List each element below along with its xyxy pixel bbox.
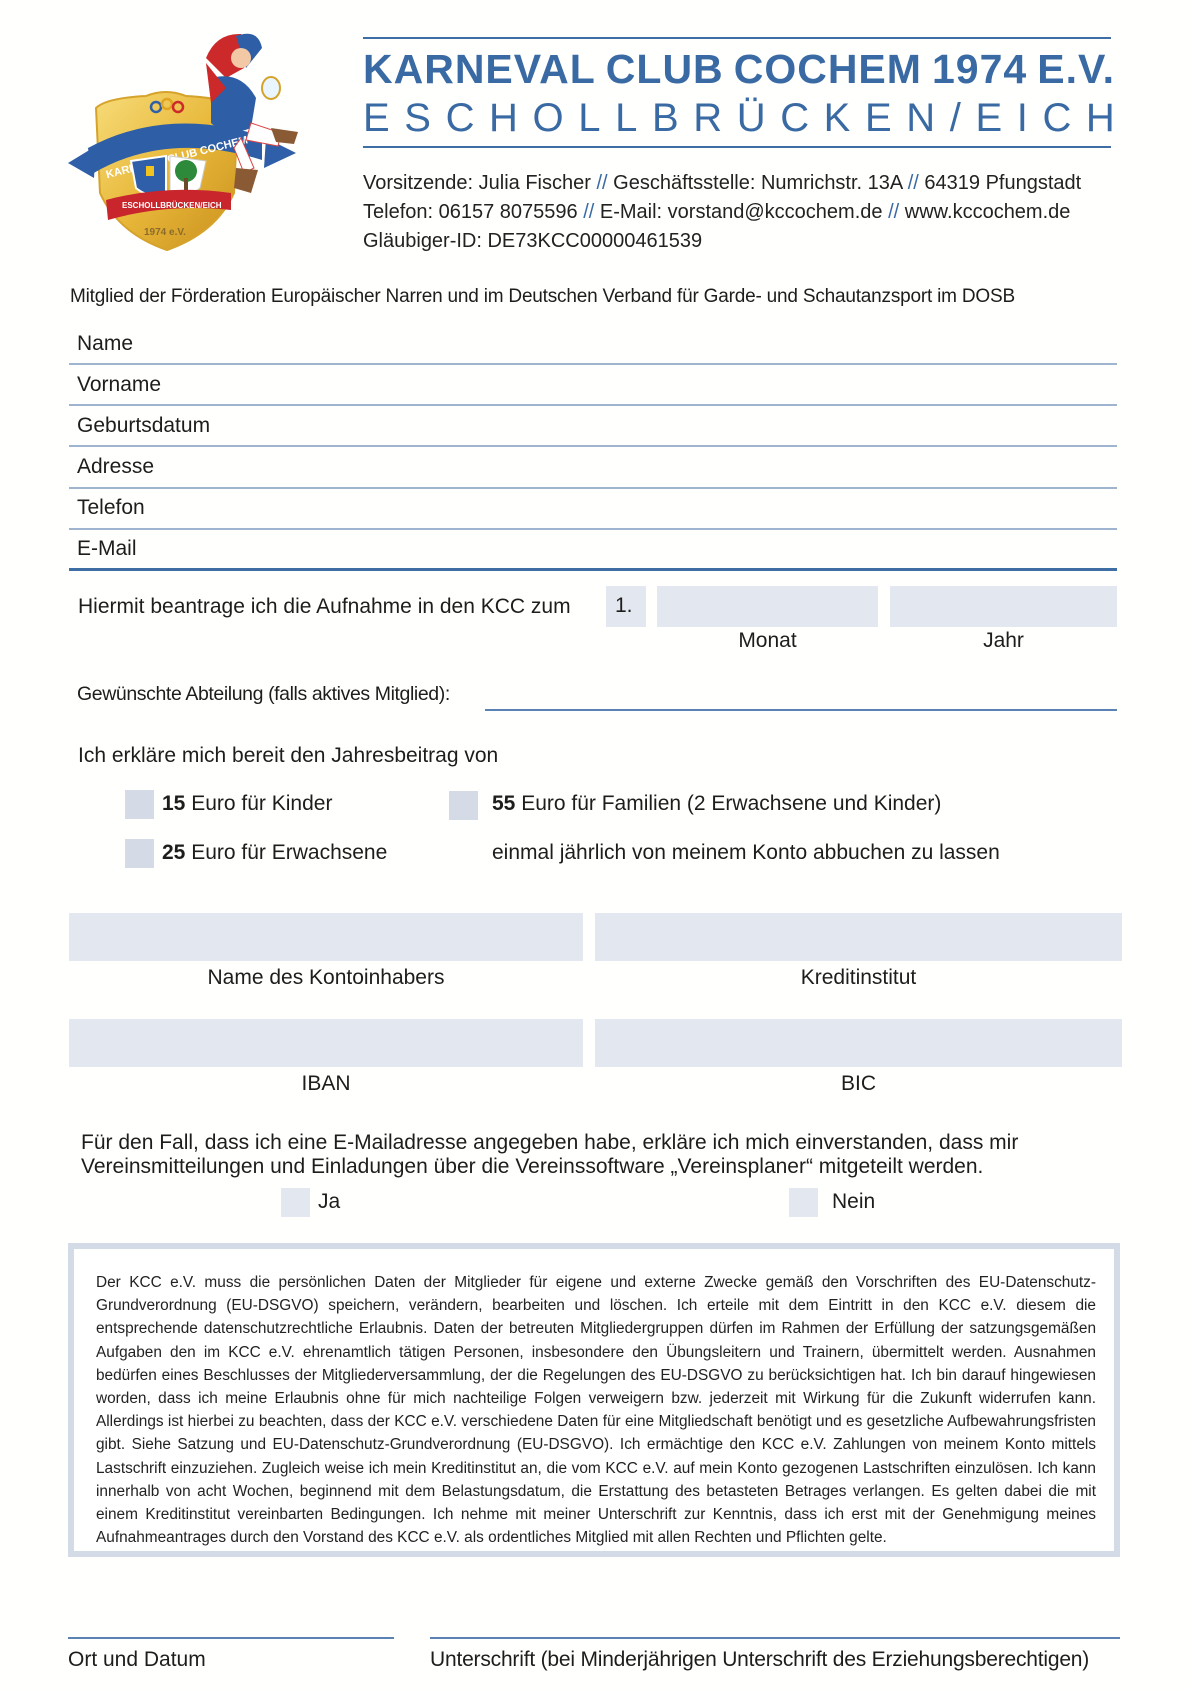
separator: // bbox=[888, 201, 900, 223]
privacy-notice-box bbox=[68, 1243, 1120, 1557]
club-subtitle bbox=[363, 96, 1115, 141]
consent-yes-label: Ja bbox=[318, 1190, 341, 1213]
year-label: Jahr bbox=[983, 629, 1024, 652]
subtitle-letter: L bbox=[615, 96, 638, 140]
club-title bbox=[363, 46, 1115, 93]
field-geburtsdatum-input[interactable] bbox=[69, 445, 1117, 447]
subtitle-letter: B bbox=[651, 96, 679, 140]
field-name-input[interactable] bbox=[69, 363, 1117, 365]
credit-institute-label: Kreditinstitut bbox=[800, 966, 917, 989]
month-input[interactable] bbox=[657, 586, 878, 627]
account-holder-label: Name des Kontoinhabers bbox=[207, 966, 445, 989]
account-holder-input[interactable] bbox=[69, 913, 583, 961]
fee-familien-text: Euro für Familien (2 Erwachsene und Kinder) bbox=[515, 792, 942, 815]
subtitle-letter: C bbox=[445, 96, 475, 140]
consent-no-checkbox[interactable] bbox=[789, 1188, 818, 1217]
subtitle-letter: C bbox=[1042, 96, 1072, 140]
place-date-input[interactable] bbox=[68, 1637, 394, 1639]
department-input[interactable] bbox=[485, 709, 1117, 711]
bic-input[interactable] bbox=[595, 1019, 1122, 1067]
privacy-notice-text: Der KCC e.V. muss die persönlichen Daten der Mitglieder für eigene und externe Zwecke gemäß den Vorschriften des EU-Datenschutz-Grundverordnung (EU-DSGVO) speichern, verändern, bearbeiten und löschen. Ich erteile mit dem Eintritt in den KCC e.V. diesem die entsprechende datenschutzrechtliche Erlaubnis. Daten der betreuten Mitgliedergruppen dürfen im Rahmen der Erfüllung der satzungsgemäßen Aufgaben den im KCC e.V. ehrenamtlich tätigen Personen, insbesondere den Übungsleitern und Trainern, übermittelt werden. Ausnahmen bedürfen eines Beschlusses der Mitgliederversammlung, der die Regelungen des EU-DSGVO zu berücksichtigen hat. Ich bin darauf hingewiesen worden, dass ich meine Erlaubnis ohne für mich nachteilige Folgen verweigern bzw. jederzeit mit Wirkung für die Zukunft widerrufen kann. Allerdings ist hierbei zu beachten, dass der KCC e.V. verschiedene Daten für eine Mitgliedschaft benötigt und es gesetzliche Aufbewahrungsfristen gibt. Siehe Satzung und EU-Datenschutz-Grundverordnung (EU-DSGVO). Ich ermächtige den KCC e.V. Zahlungen von meinem Konto mittels Lastschrift einzuziehen. Zugleich weise ich mein Kreditinstitut an, die vom KCC e.V. auf mein Konto gezogenen Lastschriften einzulösen. Ich kann innerhalb von acht Wochen, beginnend mit dem Belastungsdatum, die Erstattung des betasteten Betrages verlangen. Es gelten dabei die mit einem Kreditinstitut vereinbarten Bedingungen. Ich nehme mit meiner Unterschrift zur Kenntnis, dass ich erst mit der Genehmigung meines Aufnahmeantrages durch den Vorstand des KCC e.V. als ordentliches Mitglied mit allen Rechten und Pflichten gelte. bbox=[96, 1274, 1096, 1547]
field-label-name: Name bbox=[77, 332, 134, 355]
credit-institute-input[interactable] bbox=[595, 913, 1122, 961]
federation-note: Mitglied der Förderation Europäischer Narren und im Deutschen Verband für Garde- und Schautanzsport im DOSB bbox=[70, 286, 1015, 307]
field-label-geburtsdatum: Geburtsdatum bbox=[77, 414, 211, 437]
fee-intro: Ich erkläre mich bereit den Jahresbeitrag von bbox=[78, 744, 499, 767]
department-label: Gewünschte Abteilung (falls aktives Mitglied): bbox=[77, 683, 450, 705]
chair-person: Vorsitzende: Julia Fischer bbox=[363, 172, 591, 194]
contact-line-2 bbox=[363, 201, 1070, 224]
fee-kinder-amount: 15 bbox=[162, 792, 186, 815]
separator: // bbox=[907, 172, 919, 194]
signature-label: Unterschrift (bei Minderjährigen Unterschrift des Erziehungsberechtigen) bbox=[430, 1648, 1090, 1671]
subtitle-letter: I bbox=[1016, 96, 1028, 140]
fee-kinder-checkbox[interactable] bbox=[125, 790, 154, 819]
fee-familien-amount: 55 bbox=[492, 792, 516, 815]
subtitle-letter: K bbox=[823, 96, 851, 140]
fee-kinder-label bbox=[162, 792, 332, 816]
title-word: 1974 bbox=[931, 46, 1028, 92]
logo-banner-text: CLUB COCHEM bbox=[166, 134, 250, 166]
subtitle-letter: L bbox=[578, 96, 601, 140]
title-word: CLUB bbox=[605, 46, 724, 92]
email-consent-line-2: Vereinsmitteilungen und Einladungen über die Vereinssoftware „Vereinsplaner“ mitgeteilt werden. bbox=[81, 1155, 984, 1178]
office-address: Geschäftsstelle: Numrichstr. 13A bbox=[613, 172, 903, 194]
subtitle-letter: N bbox=[906, 96, 936, 140]
subtitle-letter: H bbox=[489, 96, 518, 140]
subtitle-letter: O bbox=[532, 96, 564, 140]
field-telefon-input[interactable] bbox=[69, 528, 1117, 530]
place-date-label: Ort und Datum bbox=[68, 1648, 206, 1671]
contact-line-1 bbox=[363, 172, 1081, 195]
fee-erwachsene-label bbox=[162, 841, 387, 865]
subtitle-letter: C bbox=[780, 96, 810, 140]
iban-input[interactable] bbox=[69, 1019, 583, 1067]
separator: // bbox=[596, 172, 608, 194]
header-bottom-rule bbox=[363, 146, 1111, 148]
iban-label: IBAN bbox=[301, 1072, 351, 1095]
creditor-id: Gläubiger-ID: DE73KCC00000461539 bbox=[363, 230, 703, 252]
title-word: E.V. bbox=[1037, 46, 1115, 92]
field-adresse-input[interactable] bbox=[69, 487, 1117, 489]
subtitle-letter: S bbox=[404, 96, 431, 140]
year-input[interactable] bbox=[890, 586, 1117, 627]
subtitle-letter: R bbox=[693, 96, 723, 140]
field-email-input[interactable] bbox=[69, 568, 1117, 571]
field-vorname-input[interactable] bbox=[69, 404, 1117, 406]
subtitle-letter: E bbox=[975, 96, 1003, 140]
fee-familien-checkbox[interactable] bbox=[449, 791, 478, 820]
website-link[interactable]: www.kccochem.de bbox=[904, 201, 1071, 223]
field-label-vorname: Vorname bbox=[77, 373, 162, 396]
fee-erwachsene-text: Euro für Erwachsene bbox=[185, 841, 388, 864]
title-word: KARNEVAL bbox=[363, 46, 596, 92]
title-word: COCHEM bbox=[733, 46, 922, 92]
field-label-telefon: Telefon bbox=[77, 496, 145, 519]
subtitle-letter: E bbox=[363, 96, 390, 140]
month-label: Monat bbox=[738, 629, 797, 652]
day-prefix: 1. bbox=[615, 594, 633, 617]
logo-ribbon-text: ESCHOLLBRÜCKEN/EICH bbox=[122, 201, 222, 210]
subtitle-letter: E bbox=[864, 96, 892, 140]
subtitle-letter: / bbox=[949, 96, 961, 140]
bic-label: BIC bbox=[840, 1072, 876, 1095]
office-city: 64319 Pfungstadt bbox=[924, 172, 1082, 194]
field-label-adresse: Adresse bbox=[77, 455, 155, 478]
fee-familien-label bbox=[492, 792, 941, 816]
consent-yes-checkbox[interactable] bbox=[281, 1188, 310, 1217]
email-consent-line-1: Für den Fall, dass ich eine E-Mailadresse angegeben habe, erkläre ich mich einverstanden, dass mir bbox=[81, 1131, 1019, 1154]
phone: Telefon: 06157 8075596 bbox=[363, 201, 578, 223]
subtitle-letter: H bbox=[1085, 96, 1115, 140]
club-logo bbox=[66, 28, 306, 258]
field-label-email: E-Mail bbox=[77, 537, 137, 560]
separator: // bbox=[583, 201, 595, 223]
subtitle-letter: Ü bbox=[736, 96, 766, 140]
fee-suffix: einmal jährlich von meinem Konto abbuchen zu lassen bbox=[492, 841, 1000, 864]
email[interactable]: E-Mail: vorstand@kccochem.de bbox=[599, 201, 883, 223]
consent-no-label: Nein bbox=[832, 1190, 876, 1213]
fee-kinder-text: Euro für Kinder bbox=[185, 792, 333, 815]
header-top-rule bbox=[363, 37, 1111, 39]
membership-start-text: Hiermit beantrage ich die Aufnahme in den KCC zum bbox=[78, 595, 571, 618]
logo-year-text: 1974 e.V. bbox=[144, 227, 186, 238]
fee-erwachsene-checkbox[interactable] bbox=[125, 839, 154, 868]
fee-erwachsene-amount: 25 bbox=[162, 841, 186, 864]
signature-input[interactable] bbox=[430, 1637, 1120, 1639]
